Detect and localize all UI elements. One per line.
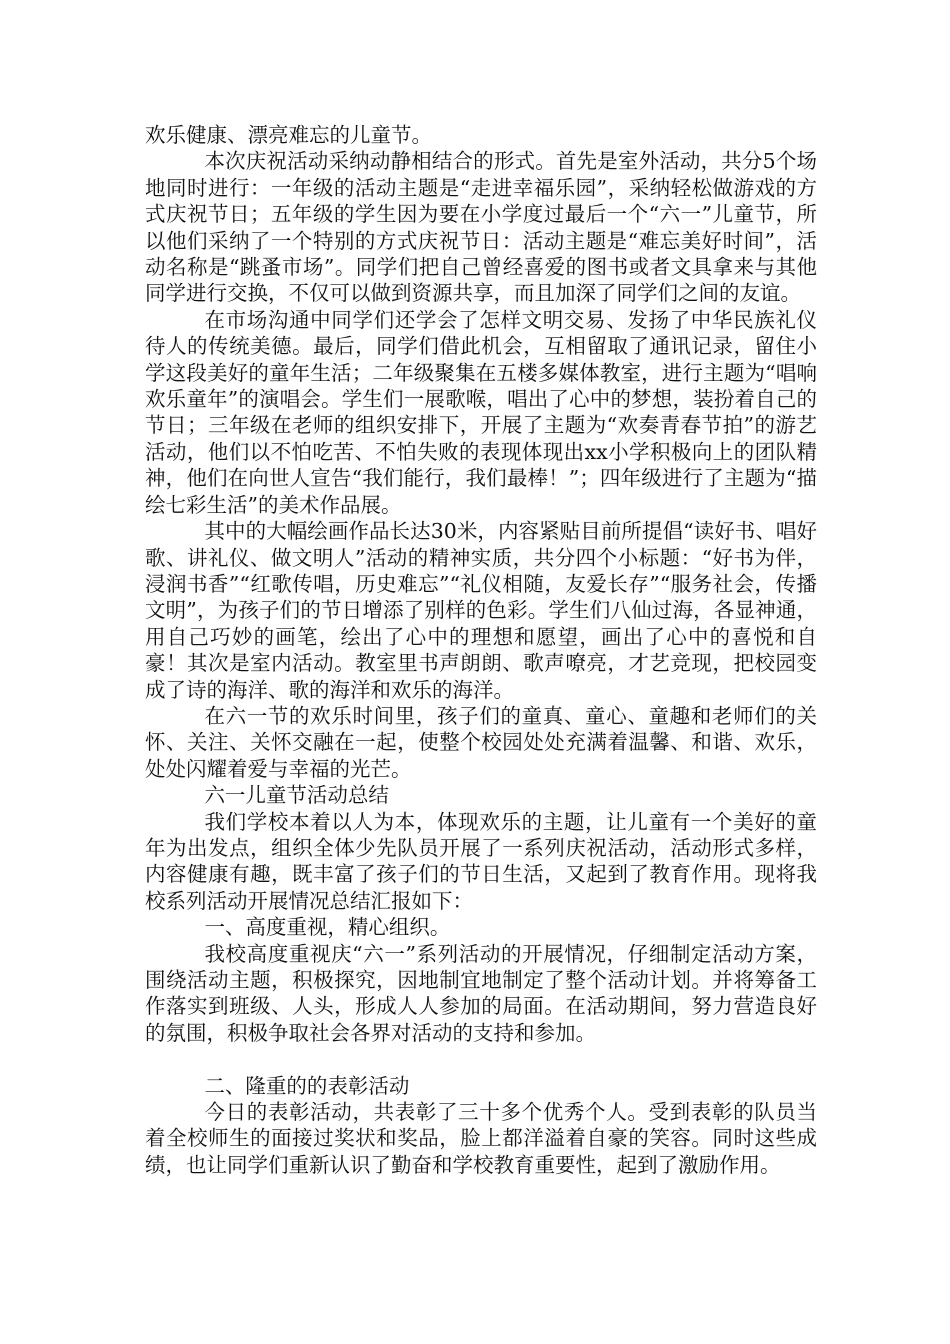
paragraph-continuation: 欢乐健康、漂亮难忘的儿童节。	[145, 123, 432, 147]
section-heading-organization: 一、高度重视，精心组织。	[204, 915, 451, 940]
paragraph-celebration-format: 本次庆祝活动采纳动静相结合的形式。首先是室外活动，共分5个场地同时进行：一年级的活动主题是“走进幸福乐园”，采纳轻松做游戏的方式庆祝节日；五年级的学生因为要在小学度过最后一个“六一”儿童节，所以他们采纳了一个特别的方式庆祝节日：活动主题是“难忘美好时间”，活动名称是“跳蚤市场”。同学们把自己曾经喜爱的图书或者文具拿来与其他同学进行交换，不仅可以做到资源共享，而且加深了同学们之间的友谊。	[145, 149, 817, 306]
paragraph-organization: 我校高度重视庆“六一”系列活动的开展情况，仔细制定活动方案，围绕活动主题，积极探究，因地制宜地制定了整个活动计划。并将筹备工作落实到班级、人头，形成人人参加的局面。在活动期间，努力营造良好的氛围，积极争取社会各界对活动的支持和参加。	[145, 941, 817, 1045]
paragraph-summary-intro: 我们学校本着以人为本，体现欢乐的主题，让儿童有一个美好的童年为出发点，组织全体少先队员开展了一系列庆祝活动，活动形式多样，内容健康有趣，既丰富了孩子们的节日生活，又起到了教育作用。现将我校系列活动开展情况总结汇报如下：	[145, 809, 817, 913]
section-title-summary: 六一儿童节活动总结	[204, 783, 389, 808]
paragraph-awards: 今日的表彰活动，共表彰了三十多个优秀个人。受到表彰的队员当着全校师生的面接过奖状和奖品，脸上都洋溢着自豪的笑容。同时这些成绩，也让同学们重新认识了勤奋和学校教育重要性，起到了激励作用。	[145, 1100, 817, 1177]
section-heading-awards: 二、隆重的的表彰活动	[204, 1073, 410, 1098]
paragraph-painting-exhibition: 其中的大幅绘画作品长达30米，内容紧贴目前所提倡“读好书、唱好歌、讲礼仪、做文明人”活动的精神实质，共分四个小标题：“好书为伴，浸润书香”“红歌传唱，历史难忘”“礼仪相随，友爱长存”“服务社会，传播文明”，为孩子们的节日增添了别样的色彩。学生们八仙过海，各显神通，用自己巧妙的画笔，绘出了心中的理想和愿望，画出了心中的喜悦和自豪！其次是室内活动。教室里书声朗朗、歌声嘹亮，才艺竞现，把校园变成了诗的海洋、歌的海洋和欢乐的海洋。	[145, 519, 817, 702]
paragraph-market-exchange: 在市场沟通中同学们还学会了怎样文明交易、发扬了中华民族礼仪待人的传统美德。最后，同学们借此机会，互相留取了通讯记录，留住小学这段美好的童年生活；二年级聚集在五楼多媒体教室，进行主题为“唱响欢乐童年”的演唱会。学生们一展歌喉，唱出了心中的梦想，装扮着自己的节日；三年级在老师的组织安排下，开展了主题为“欢奏青春节拍”的游艺活动，他们以不怕吃苦、不怕失败的表现体现出xx小学积极向上的团队精神，他们在向世人宣告“我们能行，我们最棒！”；四年级进行了主题为“描绘七彩生活”的美术作品展。	[145, 307, 817, 517]
paragraph-spacer	[145, 1046, 817, 1072]
paragraph-festival-atmosphere: 在六一节的欢乐时间里，孩子们的童真、童心、童趣和老师们的关怀、关注、关怀交融在一起，使整个校园处处充满着温馨、和谐、欢乐，处处闪耀着爱与幸福的光芒。	[145, 703, 817, 781]
document-body	[145, 122, 817, 1178]
